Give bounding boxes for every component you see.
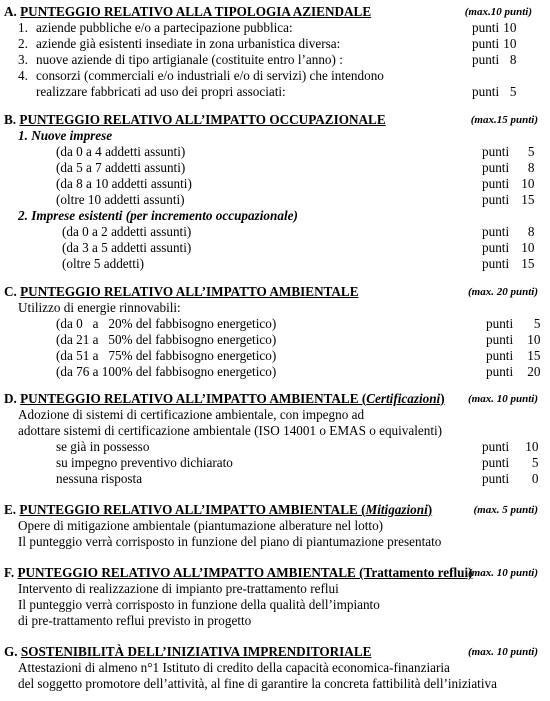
- section-e-header: E. PUNTEGGIO RELATIVO ALL’IMPATTO AMBIENTALE (Mitigazioni) (max. 5 punti): [4, 502, 538, 517]
- list-item: (oltre 5 addetti) punti 15: [62, 256, 535, 271]
- max-points: (max. 10 punti): [468, 567, 538, 579]
- points: punti 15: [486, 348, 541, 363]
- list-item: su impegno preventivo dichiarato punti 5: [56, 455, 539, 470]
- points: punti 0: [482, 471, 539, 486]
- section-letter: A.: [4, 4, 17, 19]
- points: punti 5: [482, 455, 539, 470]
- section-f-header: F. PUNTEGGIO RELATIVO ALL’IMPATTO AMBIENTALE (Trattamento reflui) (max. 10 punti): [4, 565, 538, 580]
- paragraph: del soggetto promotore dell’attività, al fine di garantire la concreta fattibilità dell’iniziativa: [18, 676, 497, 691]
- list-item: (da 21 a 50% del fabbisogno energetico) punti 10: [56, 332, 541, 347]
- paragraph: adottare sistemi di certificazione ambientale (ISO 14001 o EMAS o equivalenti): [18, 423, 443, 438]
- section-c-header: C. PUNTEGGIO RELATIVO ALL’IMPATTO AMBIENTALE (max. 20 punti): [4, 284, 538, 299]
- points: punti 10: [472, 20, 517, 35]
- list-item: 4. consorzi (commerciali e/o industriali e/o di servizi) che intendono: [18, 68, 384, 83]
- list-item: (da 51 a 75% del fabbisogno energetico) punti 15: [56, 348, 541, 363]
- list-item: (da 0 a 4 addetti assunti) punti 5: [56, 144, 535, 159]
- points: punti 8: [482, 224, 535, 239]
- list-item: se già in possesso punti 10: [56, 439, 539, 454]
- paragraph: di pre-trattamento reflui previsto in progetto: [18, 613, 252, 628]
- max-points: (max. 5 punti): [473, 504, 538, 516]
- section-d-header: D. PUNTEGGIO RELATIVO ALL’IMPATTO AMBIENTALE (Certificazioni) (max. 10 punti): [4, 391, 538, 406]
- list-item: (da 8 a 10 addetti assunti) punti 10: [56, 176, 535, 191]
- list-item: (da 3 a 5 addetti assunti) punti 10: [62, 240, 535, 255]
- section-title: PUNTEGGIO RELATIVO ALL’IMPATTO AMBIENTALE (Trattamento reflui): [17, 565, 473, 580]
- max-points: (max. 20 punti): [468, 286, 538, 298]
- section-a-header: [4, 4, 546, 20]
- section-title: PUNTEGGIO RELATIVO ALL’IMPATTO OCCUPAZIONALE: [19, 112, 386, 127]
- paragraph: Attestazioni di almeno n°1 Istituto di credito della capacità economica-finanziaria: [18, 660, 450, 675]
- max-points: (max. 10 punti): [468, 393, 538, 405]
- list-item: (da 0 a 2 addetti assunti) punti 8: [62, 224, 535, 239]
- paragraph: Utilizzo di energie rinnovabili:: [18, 300, 181, 315]
- subheading: 1. Nuove imprese: [18, 128, 113, 143]
- points: punti 10: [486, 332, 541, 347]
- list-item: (da 5 a 7 addetti assunti) punti 8: [56, 160, 535, 175]
- points: punti 10: [482, 176, 535, 191]
- points: punti 5: [472, 84, 517, 99]
- points: punti 5: [482, 144, 535, 159]
- paragraph: Adozione di sistemi di certificazione ambientale, con impegno ad: [18, 407, 365, 422]
- points: punti 5: [486, 316, 541, 331]
- section-title: PUNTEGGIO RELATIVO ALL’IMPATTO AMBIENTALE (Mitigazioni): [19, 502, 433, 517]
- paragraph: Il punteggio verrà corrisposto in funzione del piano di piantumazione presentato: [18, 534, 442, 549]
- max-points: (max.10 punti): [464, 6, 532, 18]
- section-g-header: G. SOSTENIBILITÀ DELL’INIZIATIVA IMPRENDITORIALE (max. 10 punti): [4, 644, 538, 659]
- list-item: nessuna risposta punti 0: [56, 471, 539, 486]
- max-points: (max.15 punti): [470, 114, 538, 126]
- list-item: (oltre 10 addetti assunti) punti 15: [56, 192, 535, 207]
- list-item: 3. nuove aziende di tipo artigianale (costituite entro l’anno) : punti 8: [18, 52, 517, 67]
- points: punti 15: [482, 192, 535, 207]
- list-item: 2. aziende già esistenti insediate in zona urbanistica diversa: punti 10: [18, 36, 517, 51]
- list-item: (da 0 a 20% del fabbisogno energetico) punti 5: [56, 316, 541, 331]
- list-item: (da 76 a 100% del fabbisogno energetico) punti 20: [56, 364, 541, 379]
- paragraph: Intervento di realizzazione di impianto pre-trattamento reflui: [18, 581, 339, 596]
- list-item: realizzare fabbricati ad uso dei propri associati: punti 5: [36, 84, 517, 99]
- paragraph: Il punteggio verrà corrisposto in funzione della qualità dell’impianto: [18, 597, 380, 612]
- section-b-header: B. PUNTEGGIO RELATIVO ALL’IMPATTO OCCUPAZIONALE (max.15 punti): [4, 112, 538, 127]
- points: punti 20: [486, 364, 541, 379]
- section-title: PUNTEGGIO RELATIVO ALL’IMPATTO AMBIENTALE (Certificazioni): [20, 391, 445, 406]
- points: punti 10: [482, 240, 535, 255]
- points: punti 10: [482, 439, 539, 454]
- points: punti 15: [482, 256, 535, 271]
- points: punti 8: [472, 52, 517, 67]
- points: punti 8: [482, 160, 535, 175]
- section-title: PUNTEGGIO RELATIVO ALLA TIPOLOGIA AZIENDALE: [20, 4, 372, 19]
- section-title: SOSTENIBILITÀ DELL’INIZIATIVA IMPRENDITORIALE: [20, 644, 372, 659]
- points: punti 10: [472, 36, 517, 51]
- list-item: 1. aziende pubbliche e/o a partecipazione pubblica: punti 10: [18, 20, 517, 35]
- section-title: PUNTEGGIO RELATIVO ALL’IMPATTO AMBIENTALE: [20, 284, 359, 299]
- max-points: (max. 10 punti): [468, 646, 538, 658]
- paragraph: Opere di mitigazione ambientale (piantumazione alberature nel lotto): [18, 518, 384, 533]
- subheading: 2. Imprese esistenti (per incremento occupazionale): [18, 208, 298, 223]
